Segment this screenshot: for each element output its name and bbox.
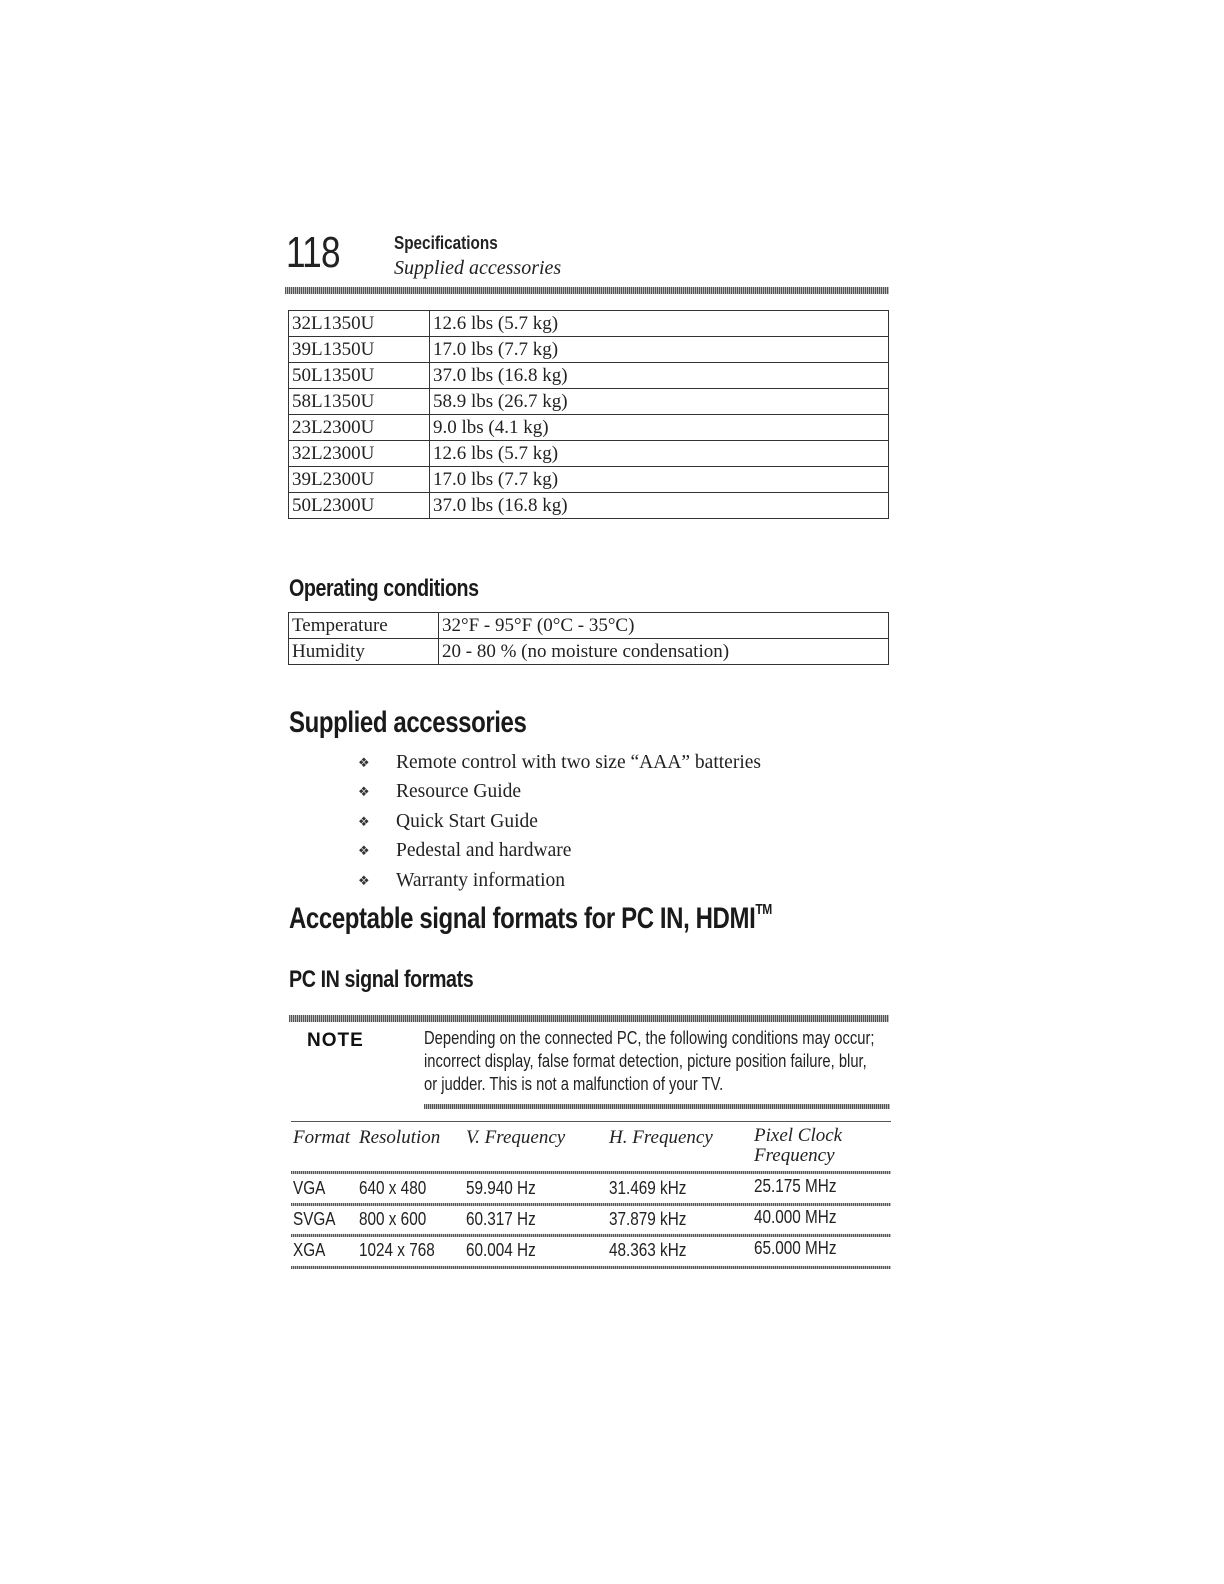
column-header-pixel-clock: Pixel Clock	[754, 1125, 843, 1146]
pixel-clock-cell: 25.175 MHz	[754, 1176, 837, 1196]
pixel-clock-cell: 65.000 MHz	[754, 1238, 837, 1258]
h-frequency-cell: 37.879 kHz	[609, 1209, 687, 1229]
h-frequency-cell: 31.469 kHz	[609, 1178, 687, 1198]
list-item-text: Resource Guide	[396, 781, 522, 803]
list-item-text: Pedestal and hardware	[396, 840, 572, 862]
table-row	[289, 389, 889, 415]
v-frequency-cell: 59.940 Hz	[466, 1178, 536, 1198]
model-cell: 23L2300U	[289, 415, 430, 441]
table-row	[289, 467, 889, 493]
weight-cell: 9.0 lbs (4.1 kg)	[430, 415, 889, 441]
model-cell: 32L2300U	[289, 441, 430, 467]
weights-table	[288, 310, 889, 519]
signal-formats-heading-text: Acceptable signal formats for PC IN, HDMI	[289, 902, 756, 935]
diamond-bullet-icon: ❖	[358, 813, 370, 829]
running-head-section: Specifications	[394, 233, 498, 253]
operating-conditions-heading: Operating conditions	[289, 575, 479, 602]
pixel-clock-cell: 40.000 MHz	[754, 1207, 837, 1227]
table-row	[289, 337, 889, 363]
table-bottom-rule	[291, 1266, 891, 1269]
note-text: Depending on the connected PC, the following conditions may occur; incorrect display, false format detection, picture position failure, blur, or judder. This is not a malfunction of your TV.	[424, 1028, 875, 1094]
format-cell: SVGA	[293, 1209, 336, 1229]
list-item	[358, 837, 958, 867]
model-cell: 39L2300U	[289, 467, 430, 493]
column-header-v-frequency: V. Frequency	[466, 1127, 566, 1148]
weight-cell: 37.0 lbs (16.8 kg)	[430, 493, 889, 519]
resolution-cell: 800 x 600	[359, 1209, 427, 1229]
supplied-accessories-heading: Supplied accessories	[289, 706, 527, 739]
diamond-bullet-icon: ❖	[358, 872, 370, 888]
running-head-subsection: Supplied accessories	[394, 257, 562, 279]
condition-label: Humidity	[289, 639, 439, 665]
column-header-format: Format	[293, 1127, 350, 1148]
note-label: NOTE	[307, 1030, 364, 1051]
row-rule	[291, 1234, 891, 1237]
h-frequency-cell: 48.363 kHz	[609, 1240, 687, 1260]
page-number: 118	[286, 228, 340, 277]
condition-value: 20 - 80 % (no moisture condensation)	[439, 639, 889, 665]
model-cell: 50L1350U	[289, 363, 430, 389]
format-cell: VGA	[293, 1178, 326, 1198]
list-item	[358, 748, 958, 778]
list-item-text: Quick Start Guide	[396, 810, 538, 832]
condition-label: Temperature	[289, 613, 439, 639]
resolution-cell: 1024 x 768	[359, 1240, 435, 1260]
signal-formats-heading	[289, 902, 772, 936]
table-row	[289, 441, 889, 467]
list-item-text: Remote control with two size “AAA” batteries	[396, 751, 761, 773]
header-bottom-rule	[291, 1171, 891, 1174]
diamond-bullet-icon: ❖	[358, 754, 370, 770]
operating-conditions-table	[288, 612, 889, 665]
v-frequency-cell: 60.004 Hz	[466, 1240, 536, 1260]
diamond-bullet-icon: ❖	[358, 843, 370, 859]
weight-cell: 17.0 lbs (7.7 kg)	[430, 467, 889, 493]
accessories-list	[358, 748, 958, 896]
table-row	[289, 311, 889, 337]
row-rule	[291, 1203, 891, 1206]
format-cell: XGA	[293, 1240, 326, 1260]
table-row	[289, 613, 889, 639]
diamond-bullet-icon: ❖	[358, 784, 370, 800]
table-top-rule	[291, 1121, 891, 1122]
table-row	[289, 363, 889, 389]
list-item-text: Warranty information	[396, 869, 565, 891]
trademark-mark: TM	[755, 901, 772, 918]
model-cell: 39L1350U	[289, 337, 430, 363]
table-row	[289, 493, 889, 519]
v-frequency-cell: 60.317 Hz	[466, 1209, 536, 1229]
pc-in-heading: PC IN signal formats	[289, 966, 474, 993]
list-item	[358, 807, 958, 837]
header-rule	[285, 287, 889, 294]
resolution-cell: 640 x 480	[359, 1178, 427, 1198]
weight-cell: 17.0 lbs (7.7 kg)	[430, 337, 889, 363]
note-top-rule	[289, 1015, 889, 1022]
column-header-pixel-clock-frequency: Frequency	[754, 1145, 835, 1166]
weight-cell: 58.9 lbs (26.7 kg)	[430, 389, 889, 415]
model-cell: 58L1350U	[289, 389, 430, 415]
note-bottom-rule	[424, 1104, 890, 1109]
table-row	[289, 639, 889, 665]
column-header-resolution: Resolution	[359, 1127, 441, 1148]
model-cell: 32L1350U	[289, 311, 430, 337]
weight-cell: 12.6 lbs (5.7 kg)	[430, 441, 889, 467]
table-row	[289, 415, 889, 441]
model-cell: 50L2300U	[289, 493, 430, 519]
weight-cell: 37.0 lbs (16.8 kg)	[430, 363, 889, 389]
condition-value: 32°F - 95°F (0°C - 35°C)	[439, 613, 889, 639]
list-item	[358, 866, 958, 896]
column-header-h-frequency: H. Frequency	[609, 1127, 713, 1148]
list-item	[358, 778, 958, 808]
weight-cell: 12.6 lbs (5.7 kg)	[430, 311, 889, 337]
